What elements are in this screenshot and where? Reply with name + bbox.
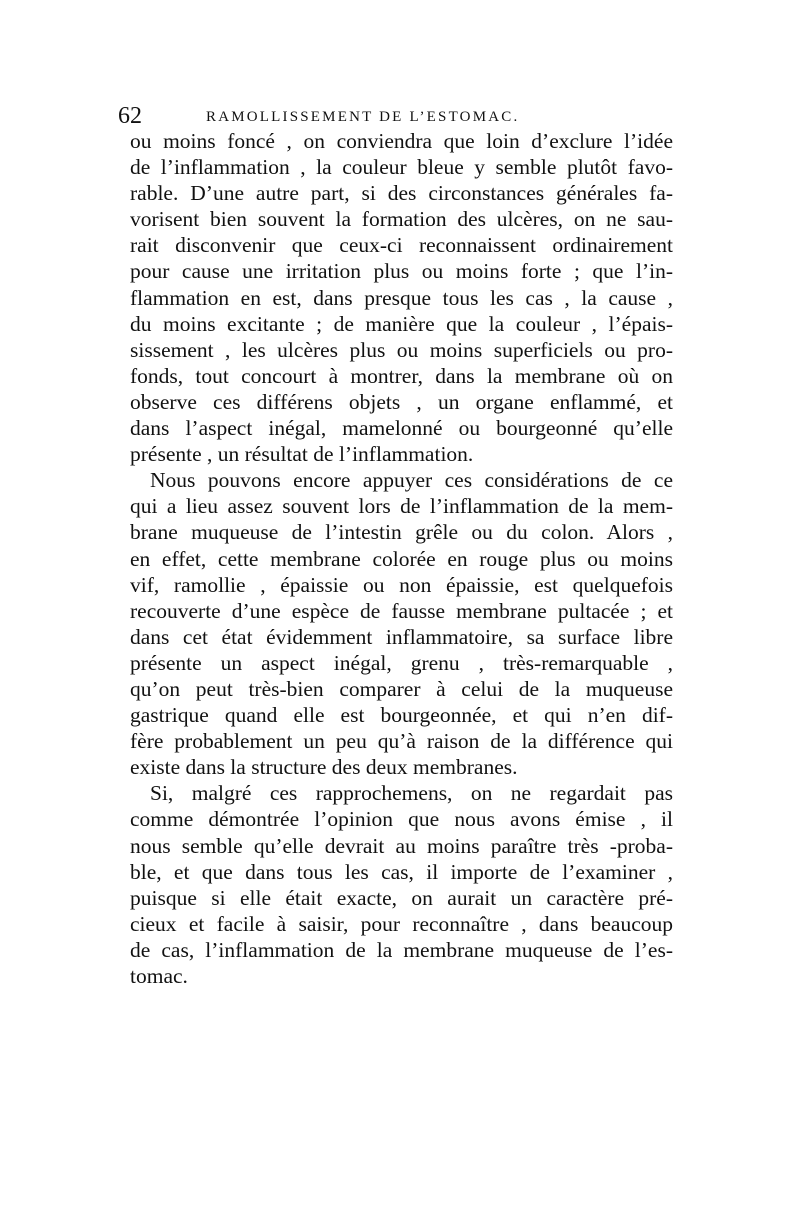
- body-text: [130, 128, 673, 989]
- text-line: dans l’aspect inégal, mamelonné ou bourgeonné qu’elle: [130, 416, 673, 441]
- text-line: pour cause une irritation plus ou moins forte ; que l’in-: [130, 259, 673, 284]
- text-line: fonds, tout concourt à montrer, dans la membrane où on: [130, 363, 673, 388]
- text-line: cieux et facile à saisir, pour reconnaître , dans beaucoup: [130, 911, 673, 936]
- text-line: dans cet état évidemment inflammatoire, sa surface libre: [130, 624, 673, 649]
- text-line: brane muqueuse de l’intestin grêle ou du colon. Alors ,: [130, 520, 673, 545]
- text-line: présente , un résultat de l’inflammation.: [130, 442, 474, 467]
- text-line: vorisent bien souvent la formation des ulcères, on ne sau-: [130, 207, 673, 232]
- text-line: vif, ramollie , épaissie ou non épaissie, est quelquefois: [130, 572, 673, 597]
- text-line: recouverte d’une espèce de fausse membrane pultacée ; et: [130, 598, 673, 623]
- paragraph-start-line: Nous pouvons encore appuyer ces considérations de ce: [150, 468, 673, 493]
- text-line: comme démontrée l’opinion que nous avons émise , il: [130, 807, 673, 832]
- text-line: fère probablement un peu qu’à raison de la différence qui: [130, 729, 673, 754]
- text-line: observe ces différens objets , un organe enflammé, et: [130, 389, 673, 414]
- page-number: 62: [118, 103, 142, 129]
- text-line: gastrique quand elle est bourgeonnée, et qui n’en dif-: [130, 703, 673, 728]
- text-line: existe dans la structure des deux membranes.: [130, 755, 518, 780]
- text-line: nous semble qu’elle devrait au moins paraître très -proba-: [130, 833, 673, 858]
- text-line: rable. D’une autre part, si des circonstances générales fa-: [130, 181, 673, 206]
- text-line: rait disconvenir que ceux-ci reconnaissent ordinairement: [130, 233, 673, 258]
- text-line: sissement , les ulcères plus ou moins superficiels ou pro-: [130, 337, 673, 362]
- paragraph-start-line: Si, malgré ces rapprochemens, on ne regardait pas: [150, 781, 673, 806]
- text-line: ble, et que dans tous les cas, il importe de l’examiner ,: [130, 859, 673, 884]
- running-title: RAMOLLISSEMENT DE L’ESTOMAC.: [206, 109, 520, 125]
- text-line: qui a lieu assez souvent lors de l’inflammation de la mem-: [130, 494, 673, 519]
- text-line: présente un aspect inégal, grenu , très-remarquable ,: [130, 650, 673, 675]
- text-line: ou moins foncé , on conviendra que loin d’exclure l’idée: [130, 129, 673, 153]
- page-header: [118, 101, 678, 131]
- text-line: puisque si elle était exacte, on aurait un caractère pré-: [130, 885, 673, 910]
- text-line: de cas, l’inflammation de la membrane muqueuse de l’es-: [130, 937, 673, 962]
- text-line: du moins excitante ; de manière que la couleur , l’épais-: [130, 311, 673, 336]
- text-line: tomac.: [130, 964, 188, 988]
- text-line: en effet, cette membrane colorée en rouge plus ou moins: [130, 546, 673, 571]
- text-line: flammation en est, dans presque tous les cas , la cause ,: [130, 285, 673, 310]
- text-line: de l’inflammation , la couleur bleue y semble plutôt favo-: [130, 155, 673, 180]
- text-line: qu’on peut très-bien comparer à celui de la muqueuse: [130, 676, 673, 701]
